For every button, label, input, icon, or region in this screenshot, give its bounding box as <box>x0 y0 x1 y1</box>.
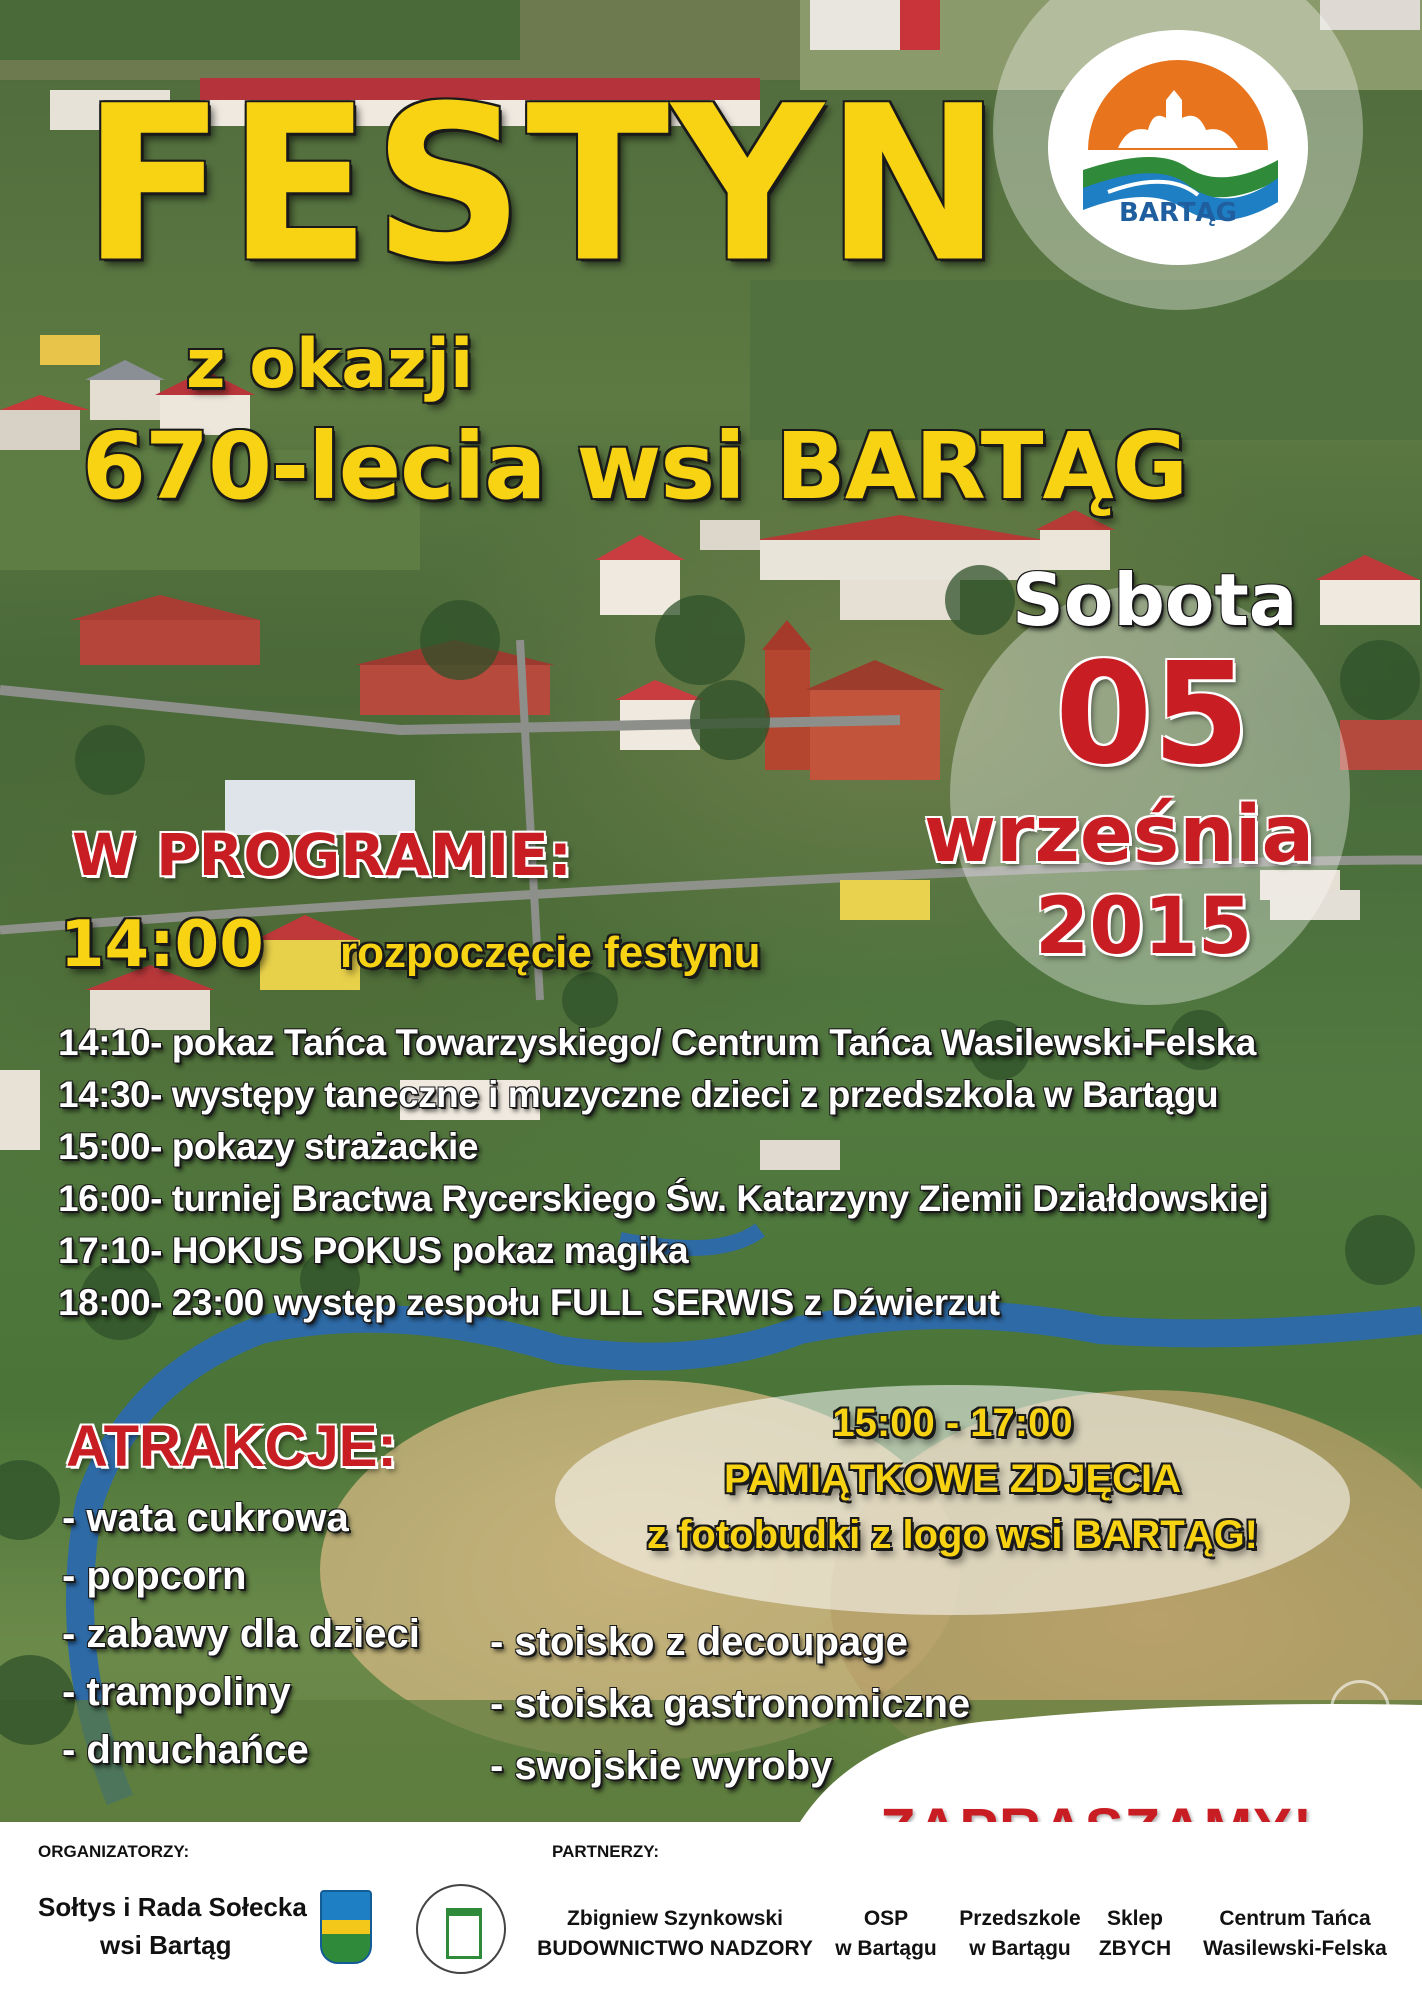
partner-item <box>950 1904 1090 1964</box>
photo-booth-time: 15:00 - 17:00 <box>832 1401 1073 1445</box>
partner-line1: Przedszkole <box>959 1907 1081 1930</box>
logo-text: BARTĄG <box>1119 198 1237 228</box>
attractions-heading: ATRAKCJE: <box>66 1414 397 1479</box>
footer <box>0 1822 1422 2004</box>
attraction-item: - zabawy dla dzieci <box>62 1612 420 1656</box>
date-year: 2015 <box>1035 882 1253 972</box>
municipality-emblem-icon <box>320 1890 372 1964</box>
attraction-item: - stoiska gastronomiczne <box>490 1682 971 1726</box>
program-item: 14:30- występy taneczne i muzyczne dzieci z przedszkola w Bartągu <box>58 1074 1219 1115</box>
partner-item <box>535 1904 815 1964</box>
program-item: 16:00- turniej Bractwa Rycerskiego Św. Katarzyny Ziemii Działdowskiej <box>58 1178 1269 1219</box>
partner-line1: OSP <box>863 1907 909 1930</box>
subtitle-occasion: z okazji <box>186 325 474 404</box>
attraction-item: - wata cukrowa <box>62 1496 349 1540</box>
bartag-logo-icon <box>1048 30 1308 265</box>
organizer-name-line1: Sołtys i Rada Sołecka <box>38 1892 307 1922</box>
program-first-label: rozpoczęcie festynu <box>340 928 761 977</box>
partner-item <box>826 1904 946 1964</box>
photo-booth-line1: PAMIĄTKOWE ZDJĘCIA <box>723 1457 1182 1501</box>
date-day: 05 <box>1055 633 1250 796</box>
program-item: 18:00- 23:00 występ zespołu FULL SERWIS z Dźwierzut <box>58 1282 1000 1323</box>
attraction-item: - dmuchańce <box>62 1728 309 1772</box>
photo-booth-line2: z fotobudki z logo wsi BARTĄG! <box>646 1513 1259 1557</box>
photo-booth-text <box>555 1395 1350 1563</box>
culture-center-emblem-icon <box>416 1884 506 1974</box>
organizer-name-line2: wsi Bartąg <box>100 1930 232 1960</box>
partner-line1: Sklep <box>1106 1907 1164 1930</box>
partner-line2: ZBYCH <box>1098 1937 1172 1960</box>
partner-item <box>1090 1904 1180 1964</box>
partner-line2: BUDOWNICTWO NADZORY <box>537 1937 813 1960</box>
date-month: września <box>924 790 1315 880</box>
partner-line1: Zbigniew Szynkowski <box>567 1907 783 1930</box>
program-item: 14:10- pokaz Tańca Towarzyskiego/ Centrum Tańca Wasilewski-Felska <box>58 1022 1256 1063</box>
program-first-time: 14:00 <box>60 908 264 982</box>
program-item: 15:00- pokazy strażackie <box>58 1126 478 1167</box>
attraction-item: - swojskie wyroby <box>490 1744 833 1788</box>
partner-line2: w Bartągu <box>835 1937 937 1960</box>
partner-line1: Centrum Tańca <box>1219 1907 1371 1930</box>
partner-item <box>1190 1904 1400 1964</box>
attraction-item: - trampoliny <box>62 1670 291 1714</box>
organizers-label: ORGANIZATORZY: <box>38 1842 190 1861</box>
attraction-item: - popcorn <box>62 1554 247 1598</box>
program-item: 17:10- HOKUS POKUS pokaz magika <box>58 1230 689 1271</box>
attraction-item: - stoisko z decoupage <box>490 1620 908 1664</box>
program-list <box>58 1022 1418 1334</box>
partners-label: PARTNERZY: <box>552 1842 660 1861</box>
logo-badge <box>993 0 1363 310</box>
program-heading: W PROGRAMIE: <box>72 821 572 889</box>
partner-line2: Wasilewski-Felska <box>1203 1937 1387 1960</box>
partner-line2: w Bartągu <box>969 1937 1071 1960</box>
date-day-name: Sobota <box>1012 558 1298 642</box>
subtitle-anniversary: 670-lecia wsi BARTĄG <box>82 413 1188 520</box>
poster-title: FESTYN <box>82 59 1004 310</box>
